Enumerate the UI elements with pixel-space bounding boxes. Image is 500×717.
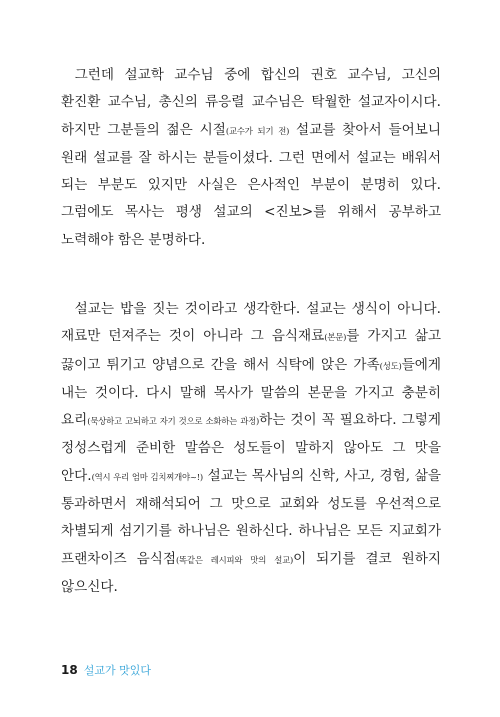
text-run: 들에게 내는 것이다. 다시 말해 목사가 말씀의 본문을 가지고 충분히 요리 — [61, 356, 441, 429]
body-paragraph-2 — [61, 296, 441, 601]
page-number: 18 — [61, 663, 78, 677]
paragraph-text — [61, 296, 441, 601]
body-paragraph-1 — [61, 62, 441, 254]
text-run: 하는 것이 꼭 필요하다. 그렇게 정성스럽게 준비한 말씀은 성도들이 말하지 않아도 그 맛을 안다. — [61, 412, 441, 484]
text-run: 설교는 밥을 짓는 것이라고 생각한다. 설교는 생식이 아니다. 재료만 던져주는 것이 아니라 그 음식재료 — [61, 301, 441, 345]
page-footer — [61, 662, 151, 679]
text-run: 를 가지고 삶고 끓이고 튀기고 양념으로 간을 해서 식탁에 앉은 가족 — [61, 328, 442, 373]
inline-note: (똑같은 레시피와 맛의 설교) — [175, 554, 294, 565]
inline-note: (묵상하고 고뇌하고 자기 것으로 소화하는 과정) — [87, 416, 260, 427]
text-run: 설교를 찾아서 들어보니 원래 설교를 잘 하시는 분들이셨다. 그런 면에서 설교는 배워서 되는 부분도 있지만 사실은 은사적인 부분이 분명히 있다. 그럼에도 목사는 평생 설교의 <진보>를 위해서 공부하고 노력해야 함은 분명하다. — [61, 121, 441, 248]
inline-note: (교수가 되기 전) — [225, 125, 290, 136]
inline-note: (성도) — [379, 360, 402, 371]
running-title: 설교가 맛있다 — [83, 664, 151, 677]
paragraph-text — [61, 62, 441, 254]
inline-note: (역시 우리 엄마 김치찌개야~!) — [91, 471, 203, 482]
text-run: 이 되기를 결코 원하지 않으신다. — [61, 550, 441, 595]
inline-note: (본문) — [324, 332, 347, 343]
text-run: 설교는 목사님의 신학, 사고, 경험, 삶을 통과하면서 재해석되어 그 맛으로 교회와 성도를 우선적으로 차별되게 섬기기를 하나님은 원하신다. 하나님은 모든 지교회가 프랜차이즈 음식점 — [61, 467, 441, 567]
text-run: 그런데 설교학 교수님 중에 합신의 권호 교수님, 고신의 환진환 교수님, 총신의 류응렬 교수님은 탁월한 설교자이시다. 하지만 그분들의 젊은 시절 — [61, 67, 441, 138]
